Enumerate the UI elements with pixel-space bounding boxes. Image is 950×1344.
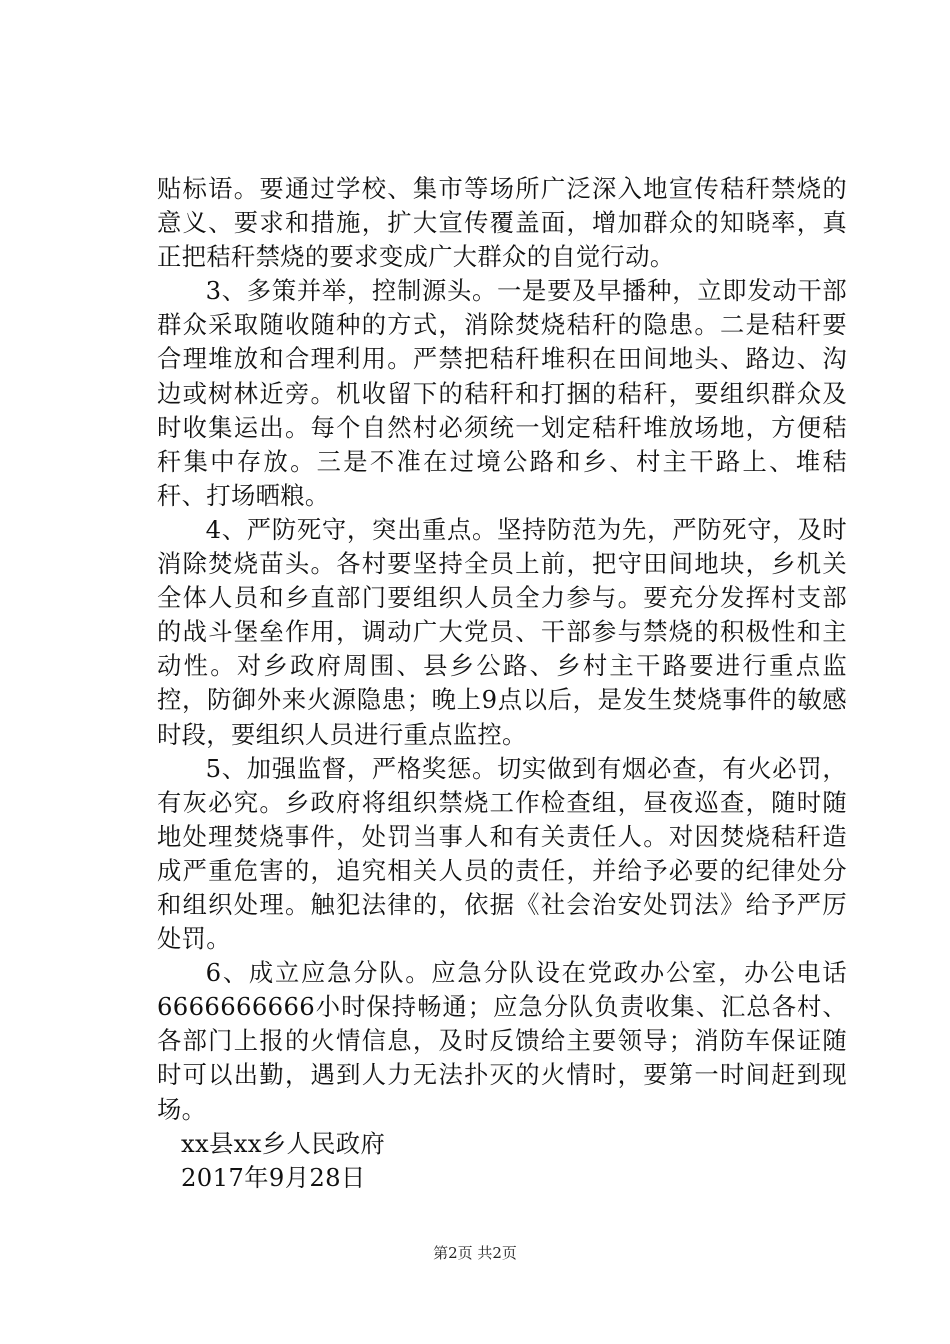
signature-issuer: xx县xx乡人民政府	[181, 1128, 386, 1158]
page-number-footer: 第2页 共2页	[433, 1244, 517, 1262]
paragraph-item-6: 6、成立应急分队。应急分队设在党政办公室，办公电话6666666666小时保持畅通；应急分队负责收集、汇总各村、各部门上报的火情信息，及时反馈给主要领导；消防车保证随时可以出勤，遇到人力无法扑灭的火情时，要第一时间赶到现场。	[157, 958, 847, 1124]
paragraph-item-5: 5、加强监督，严格奖惩。切实做到有烟必查，有火必罚，有灰必究。乡政府将组织禁烧工作检查组，昼夜巡查，随时随地处理焚烧事件，处罚当事人和有关责任人。对因焚烧秸秆造成严重危害的，追究相关人员的责任，并给予必要的纪律处分和组织处理。触犯法律的，依据《社会治安处罚法》给予严厉处罚。	[157, 753, 847, 954]
paragraph-item-4: 4、严防死守，突出重点。坚持防范为先，严防死守，及时消除焚烧苗头。各村要坚持全员上前，把守田间地块，乡机关全体人员和乡直部门要组织人员全力参与。要充分发挥村支部的战斗堡垒作用，调动广大党员、干部参与禁烧的积极性和主动性。对乡政府周围、县乡公路、乡村主干路要进行重点监控，防御外来火源隐患；晚上9点以后，是发生焚烧事件的敏感时段，要组织人员进行重点监控。	[157, 514, 847, 749]
signature-date: 2017年9月28日	[181, 1162, 366, 1192]
document-body	[157, 172, 847, 1195]
paragraph-item-3: 3、多策并举，控制源头。一是要及早播种，立即发动干部群众采取随收随种的方式，消除焚烧秸秆的隐患。二是秸秆要合理堆放和合理利用。严禁把秸秆堆积在田间地头、路边、沟边或树林近旁。机收留下的秸秆和打捆的秸秆，要组织群众及时收集运出。每个自然村必须统一划定秸秆堆放场地，方便秸秆集中存放。三是不准在过境公路和乡、村主干路上、堆秸秆、打场晒粮。	[157, 276, 847, 510]
paragraph-continuation: 贴标语。要通过学校、集市等场所广泛深入地宣传秸秆禁烧的意义、要求和措施，扩大宣传覆盖面，增加群众的知晓率，真正把秸秆禁烧的要求变成广大群众的自觉行动。	[157, 174, 847, 272]
